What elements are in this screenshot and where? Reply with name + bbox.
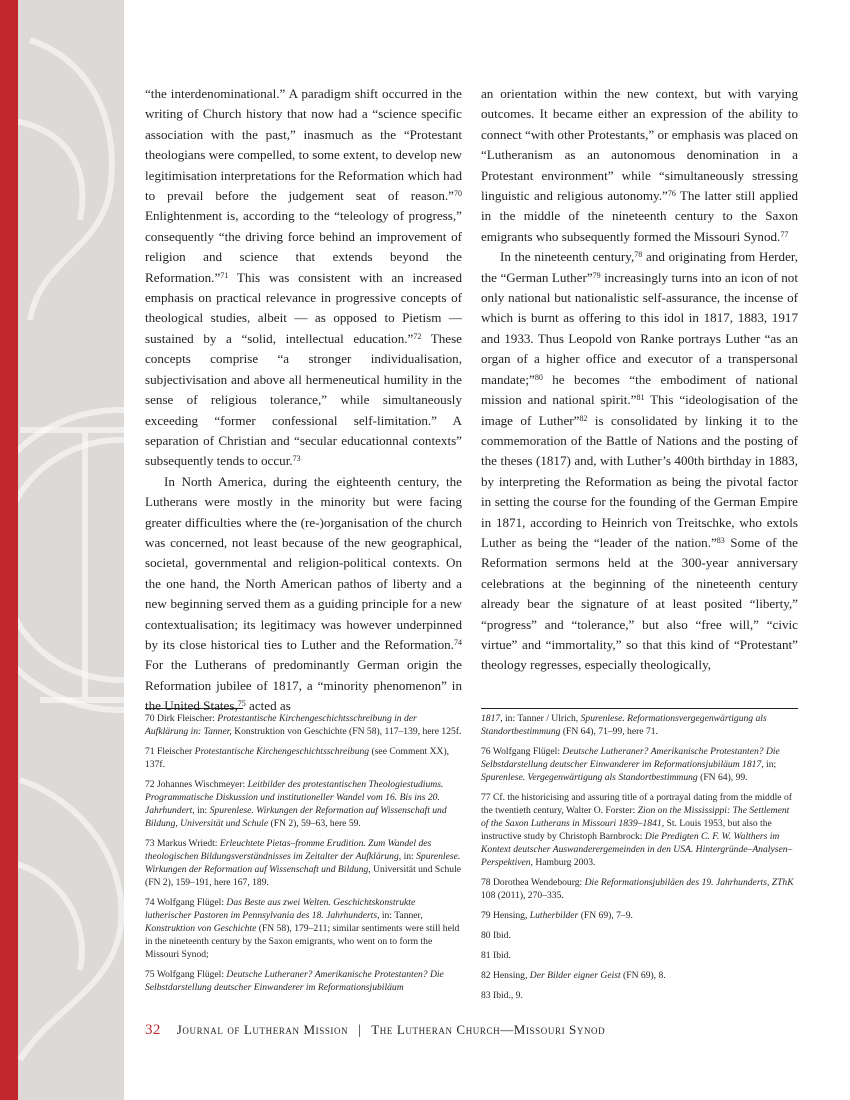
text-run: he becomes “the embodiment of national mission and national spirit.” xyxy=(481,371,798,408)
italic-text: Das Beste aus zwei Welten. Geschichtskonstrukte lutherischer Pastoren im Pennsylvania des 18. Jahrhunderts xyxy=(145,897,416,921)
publisher-name: The Lutheran Church—Missouri Synod xyxy=(371,1022,606,1037)
footnote-ref: 83 xyxy=(716,535,725,545)
text-run: , in: Tanner, xyxy=(377,910,423,921)
watermark-emblem-icon xyxy=(18,0,124,1100)
italic-text: Spurenlese. Reformationsvergegenwärtigung als Standortbestimmung xyxy=(481,713,767,737)
italic-text: Spurenlese. Wirkungen der Reformation auf Wissenschaft und Bildung, Universität und Schule xyxy=(145,805,447,829)
text-run: , St. Louis 1953, but also the instructive study by Christoph Barnbrock: xyxy=(481,818,772,842)
text-run: Wolfgang Flügel: xyxy=(156,897,227,908)
footnote xyxy=(481,909,798,922)
footnote-number: 78 xyxy=(481,877,493,888)
text-run: is consolidated by linking it to the commemoration of the Battle of Nations and the posting of the theses (1817) and, with Luther’s 400th birthday in 1883, by interpreting the Reformation as being the pivotal factor in setting the course for the founding of the German Empire in 1871, according to Heinrich von Treitschke, who extols Luther as being the “leader of the nation.” xyxy=(481,412,798,550)
text-run: (FN 69), 7–9. xyxy=(578,910,633,921)
italic-text: 1817 xyxy=(481,713,501,724)
text-run: Wolfgang Flügel: xyxy=(492,746,563,757)
footnote-number: 83 xyxy=(481,990,493,1001)
italic-text: Leitbilder des protestantischen Theologiestudiums. Programmatische Diskussion und institutioneller Wandel vom 16. Bis ins 20. Jahrhundert xyxy=(145,779,444,816)
footnote-ref: 70 xyxy=(454,189,462,199)
footnotes-left xyxy=(145,712,462,1001)
text-run: In the nineteenth century, xyxy=(500,249,635,265)
footer-separator: | xyxy=(358,1023,362,1038)
footnote xyxy=(145,968,462,994)
footnote-ref: 80 xyxy=(534,372,543,382)
footnote xyxy=(145,778,462,830)
text-run: Hensing, xyxy=(493,910,530,921)
text-run: Universität und Schule (FN 2), 159–191, here 167, 189. xyxy=(145,864,462,888)
footnote-ref: 74 xyxy=(454,637,462,647)
footnote-number: 71 xyxy=(145,746,157,757)
footnote-ref: 72 xyxy=(413,331,422,341)
text-run: Fleischer xyxy=(157,746,195,757)
footnote xyxy=(481,949,798,962)
text-run: , Hamburg 2003. xyxy=(530,857,596,868)
text-run: Wolfgang Flügel: xyxy=(156,969,227,980)
text-run: Dirk Fleischer: xyxy=(157,713,218,724)
text-run: Cf. the historicising and assuring title of a portrayal dating from the middle of the twentieth century, Walter O. Forster: xyxy=(481,792,792,816)
text-run: , in: xyxy=(398,851,417,862)
footnote-ref: 79 xyxy=(592,270,601,280)
footnote xyxy=(481,745,798,784)
text-run: Ibid. xyxy=(493,930,511,941)
italic-text: Protestantische Kirchengeschichtsschreibung xyxy=(194,746,370,757)
italic-text: Konstruktion von Geschichte xyxy=(145,923,257,934)
footnote-rule xyxy=(145,708,243,709)
footnote-ref: 77 xyxy=(780,229,789,239)
text-run: (FN 64), 71–99, here 71. xyxy=(560,726,658,737)
text-run: 108 (2011), 270–335. xyxy=(481,890,564,901)
text-run: “the interdenominational.” A paradigm shift occurred in the writing of Church history that now had a “science specific association with the past,” inasmuch as the “Protestant theologians were compelled, to some extent, to develop new legitimisation interpretations for the Reformation which had to prevail before the judgement seat of reason.” xyxy=(145,86,462,204)
footnote xyxy=(481,929,798,942)
italic-text: Die Reformationsjubiläen des 19. Jahrhunderts, ZThK xyxy=(584,877,794,888)
footnote xyxy=(145,712,462,738)
text-run: Ibid. xyxy=(493,950,511,961)
footnote xyxy=(145,745,462,771)
footnote-number: 81 xyxy=(481,950,493,961)
text-run: Johannes Wischmeyer: xyxy=(157,779,248,790)
footnote-ref: 76 xyxy=(667,189,676,199)
text-run: For the Lutherans of predominantly German origin the Reformation jubilee of 1817, a “minority phenomenon” in the United States, xyxy=(145,657,462,714)
footnote xyxy=(145,837,462,889)
text-run: , in: xyxy=(192,805,210,816)
italic-text: Zion on the Mississippi: The Settlement of the Saxon Lutherans in Missouri 1839–1841 xyxy=(481,805,790,829)
text-run: This was consistent with an increased emphasis on practical relevance in progressive concepts of theological studies, albeit — as opposed to Pietism — sustained by a “solid, intellectual education.” xyxy=(145,269,462,346)
text-run: Dorothea Wendebourg: xyxy=(493,877,585,888)
footnote xyxy=(145,896,462,961)
text-run: , in; xyxy=(761,759,777,770)
footnote-ref: 71 xyxy=(220,270,229,280)
text-run: increasingly turns into an icon of not only national but nationalistic self-assurance, the incense of which is burnt as offering to this idol in 1817, 1883, 1917 and 1933. Thus Leopold von Ranke portrays Luther “as an organ of a higher office and executor of a transpersonal mandate;” xyxy=(481,269,798,387)
italic-text: Die Predigten C. F. W. Walthers im Kontext deutscher Auswanderergemeinden in den USA. Hintergründe–Analysen–Perspektiven xyxy=(481,831,793,868)
italic-text: Erleuchtete Pietas–fromme Erudition. Zum Wandel des theologischen Bildungsverständnisses im Zeitalter der Aufklärung xyxy=(145,838,432,862)
body-paragraph xyxy=(145,84,462,472)
italic-text: Protestantische Kirchengeschichtsschreibung in der Aufklärung in: Tanner, xyxy=(145,713,417,737)
text-run: an orientation within the new context, but with varying outcomes. It became either an expression of the ability to connect “with other Protestants,” or emphasis was placed on “Lutheranism as an autonomous denomination in a Protestant environment” while “simultaneously stressing linguistic and religious autonomy.” xyxy=(481,86,798,204)
page-number: 32 xyxy=(145,1022,161,1038)
italic-text: Deutsche Lutheraner? Amerikanische Protestanten? Die Selbstdarstellung deutscher Einwanderer im Reformationsjubiläum xyxy=(145,969,444,993)
italic-text: Spurenlese. Wirkungen der Reformation auf Wissenschaft und Bildung, xyxy=(145,851,461,875)
footnote-number: 82 xyxy=(481,970,493,981)
footnote xyxy=(481,791,798,869)
footnote-number: 76 xyxy=(481,746,493,757)
decorative-side-band xyxy=(18,0,124,1100)
text-run: This “ideologisation of the image of Luther” xyxy=(481,392,798,428)
footnote-number: 73 xyxy=(145,838,157,849)
footnote-number: 79 xyxy=(481,910,493,921)
text-run: acted as xyxy=(245,698,291,714)
text-run: Enlightenment is, according to the “teleology of progress,” consequently “the driving force behind an improvement of religion and science that extends beyond the Reformation.” xyxy=(145,208,462,285)
text-run: (FN 69), 8. xyxy=(620,970,666,981)
text-run: (FN 64), 99. xyxy=(697,772,748,783)
text-run: , in: Tanner / Ulrich, xyxy=(500,713,581,724)
footnotes-right xyxy=(481,712,798,1009)
footnote-number: 75 xyxy=(145,969,157,980)
text-run: Markus Wriedt: xyxy=(157,838,220,849)
text-run: In North America, during the eighteenth century, the Lutherans were mostly in the minority but were facing greater difficulties where the (re-)organisation of the church was concerned, not least because of the new geographical, societal, governmental and religion-political contexts. On the one hand, the North American pathos of liberty and a new beginning served them as a guiding principle for a new contextualisation; its legitimacy was however underpinned by its close historical ties to Luther and the Reformation. xyxy=(145,473,462,652)
footnote-ref: 81 xyxy=(636,393,645,403)
footnote-number: 72 xyxy=(145,779,157,790)
footnote-number: 74 xyxy=(145,897,157,908)
text-run: The latter still applied in the middle of the nineteenth century to the Saxon emigrants who subsequently formed the Missouri Synod. xyxy=(481,188,798,244)
body-paragraph xyxy=(481,247,798,676)
body-paragraph xyxy=(145,472,462,717)
text-run: Ibid., 9. xyxy=(493,990,523,1001)
body-column-left xyxy=(145,84,462,717)
footnote xyxy=(481,876,798,902)
footnote xyxy=(481,712,798,738)
footnote-number: 77 xyxy=(481,792,493,803)
text-run: These concepts comprise “a stronger individualisation, subjectivisation and above all hermeneutical humility in the sense of religious tolerance,” while simultaneously exceeding “former confessional self-limitation.” A separation of Christian and “secular educationnal contexts” subsequently tends to occur. xyxy=(145,330,462,469)
page-footer xyxy=(145,1022,605,1039)
journal-title: Journal of Lutheran Mission xyxy=(176,1022,349,1037)
footnote xyxy=(481,969,798,982)
text-run: Some of the Reformation sermons held at the 300-year anniversary celebrations at the beginning of the nineteenth century already bear the signature of at least posited “liberty,” “progress” and “tolerance,” but also “free will,” “civic virtue” and “immortality,” so that this kind of “Protestant” theology regresses, especially theologically, xyxy=(481,534,798,673)
italic-text: Deutsche Lutheraner? Amerikanische Protestanten? Die Selbstdarstellung deutscher Einwanderer im Reformationsjubiläum 1817 xyxy=(481,746,780,770)
text-run: Hensing, xyxy=(493,970,530,981)
footnote-ref: 75 xyxy=(237,699,246,709)
footnote xyxy=(481,989,798,1002)
italic-text: Lutherbilder xyxy=(529,910,579,921)
italic-text: Spurenlese. Vergegenwärtigung als Standortbestimmung xyxy=(481,772,698,783)
text-run: (FN 2), 59–63, here 59. xyxy=(268,818,361,829)
body-paragraph xyxy=(481,84,798,247)
footnote-ref: 73 xyxy=(292,454,301,464)
text-run: (see Comment XX), 137f. xyxy=(145,746,450,770)
footnote-number: 70 xyxy=(145,713,157,724)
italic-text: Der Bilder eigner Geist xyxy=(529,970,621,981)
body-column-right xyxy=(481,84,798,676)
footnote-number: 80 xyxy=(481,930,493,941)
text-run: and originating from Herder, the “German Luther” xyxy=(481,249,798,285)
text-run: (FN 58), 179–211; similar sentiments were still held in the nineteenth century by the Saxon emigrants, who went on to form the Missouri Synod; xyxy=(145,923,460,960)
footnote-rule xyxy=(481,708,798,709)
footnote-ref: 82 xyxy=(579,413,588,423)
footnote-ref: 78 xyxy=(634,250,643,260)
red-edge-bar xyxy=(0,0,18,1100)
text-run: Konstruktion von Geschichte (FN 58), 117–139, here 125f. xyxy=(231,726,462,737)
